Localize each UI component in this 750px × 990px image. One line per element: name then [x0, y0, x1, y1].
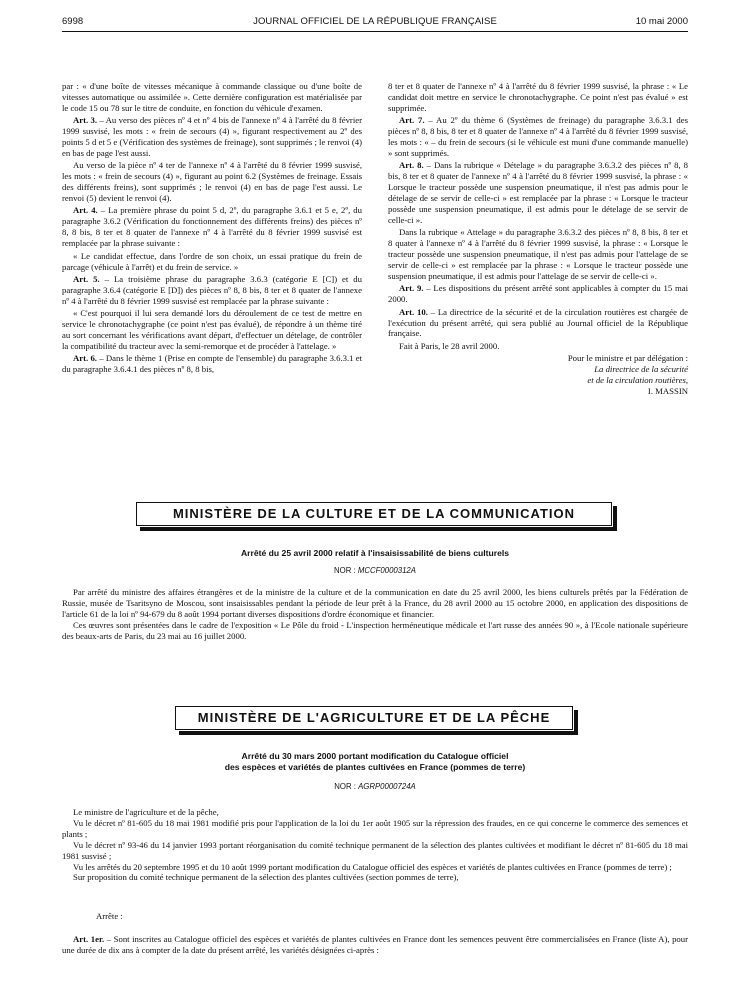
right-column [388, 81, 688, 398]
paragraph [62, 251, 362, 273]
decree-title: Arrêté du 25 avril 2000 relatif à l'insaisissabilité de biens culturels [240, 548, 510, 558]
paragraph [62, 81, 362, 114]
paragraph [388, 115, 688, 159]
paragraph: Ces œuvres sont présentées dans le cadre de l'exposition « Le Pôle du froid - L'inspection herméneutique médicale et l'art russe des années 90 », à l'Ecole nationale supérieure des beaux-arts de Paris, du 23 mai au 16 juillet 2000. [62, 619, 688, 641]
paragraph-text: – La directrice de la sécurité et de la circulation routières est chargée de l'exécution du présent arrêté, qui sera publié au Journal officiel de la République française. [388, 306, 688, 339]
paragraph [388, 283, 688, 305]
ministry-title: MINISTÈRE DE L'AGRICULTURE ET DE LA PÊCHE [197, 710, 551, 725]
journal-title: JOURNAL OFFICIEL DE LA RÉPUBLIQUE FRANÇAISE [253, 16, 497, 27]
article-label: Art. 1er. [73, 934, 105, 944]
section-body-agriculture [62, 807, 688, 883]
paragraph-text: par : « d'une boîte de vitesses mécanique à commande classique ou d'une boîte de vitesses automatique ou assimilée ». Cette dernière configuration est matérialisée par le code 15 ou 78 sur le titre de conduite, en fonction du véhicule d'examen. [62, 81, 362, 113]
signature-line: et de la circulation routières, [587, 375, 688, 386]
paragraph: Le ministre de l'agriculture et de la pêche, [73, 807, 219, 817]
paragraph [62, 205, 362, 249]
article-label: Art. 3. [73, 115, 98, 126]
signature-block [388, 353, 688, 397]
paragraph-text: « C'est pourquoi il lui sera demandé lors du déroulement de ce test de mettre en service le chronotachygraphe (ce point n'est pas évalué), de répondre à un thème tiré au sort concernant les vérifications avant départ, d'effectuer un dételage, de contrôler la compatibilité du tracteur avec la semi-remorque et de procéder à l'attelage. » [62, 308, 362, 351]
paragraph-text: – Au verso des pièces nº 4 et nº 4 bis de l'annexe nº 4 à l'arrêté du 8 février 1999 susvisé, les mots : « frein de secours (4) », figurant respectivement au 2º des points 5 d et 5 e (Vérification des systèmes de freinage), sont supprimés ; le renvoi (4) en bas de page l'est aussi. [62, 115, 362, 158]
paragraph: Sur proposition du comité technique permanent de la sélection des plantes cultivées (section pommes de terre), [73, 872, 459, 883]
page-header [62, 16, 688, 30]
section-body-culture [62, 587, 688, 642]
ministry-box-culture [136, 502, 612, 526]
paragraph [388, 81, 688, 114]
arrete-text: Arrête : [96, 911, 123, 921]
paragraph [62, 160, 362, 204]
paragraph [62, 308, 362, 352]
paragraph: Par arrêté du ministre des affaires étrangères et de la ministre de la culture et de la communication en date du 25 avril 2000, les biens culturels prêtés par la Fédération de Russie, musée de Tsaritsyno de Moscou, sont insaisissables pendant la période de leur prêt à la France, du 28 avril 2000 au 15 octobre 2000, en application des dispositions de l'article 61 de la loi nº 94-679 du 8 août 1994 portant diverses dispositions d'ordre économique et financier. [62, 587, 688, 619]
paragraph-text: – La troisième phrase du paragraphe 3.6.3 (catégorie E [C]) et du paragraphe 3.6.4 (catégorie E [D]) des pièces nº 8, 8 bis, 8 ter et 8 quater de l'annexe nº 4 à l'arrêté du 8 février 1999 susvisé est remplacée par la phrase suivante : [62, 273, 362, 306]
paragraph [388, 227, 688, 282]
paragraph-text: – La première phrase du point 5 d, 2º, du paragraphe 3.6.1 et 5 e, 2º, du paragraphe 3.6.2 (Vérification du fonctionnement des différents freins) des pièces nº 8, 8 bis, 8 ter et 8 quater de l'annexe nº 4 à l'arrêté du 8 février 1999 susvisé est remplacée par la phrase suivante : [62, 205, 362, 249]
article-label: Art. 8. [399, 160, 424, 171]
article-1 [62, 934, 688, 956]
paragraph-text: 8 ter et 8 quater de l'annexe nº 4 à l'arrêté du 8 février 1999 susvisé, la phrase : « Le candidat doit mettre en service le chronotachygraphe. Ce point n'est pas évalué » est supprimée. [388, 81, 688, 113]
page-number: 6998 [62, 16, 84, 27]
paragraph [388, 341, 688, 352]
article-label: Art. 6. [73, 353, 97, 364]
ministry-box-agriculture [175, 706, 573, 730]
paragraph [62, 274, 362, 307]
article-label: Art. 7. [399, 115, 425, 126]
paragraph-text: – Au 2º du thème 6 (Systèmes de freinage) du paragraphe 3.6.3.1 des pièces nº 8, 8 bis, 8 ter et 8 quater de l'annexe nº 4 à l'arrêté du 8 février 1999 susvisé, les mots : « – du frein de secours (si le véhicule est muni d'une commande manuelle) » sont supprimés. [388, 115, 689, 158]
decree-title-line: des espèces et variétés de plantes cultivées en France (pommes de terre) [224, 762, 526, 772]
paragraph: Vu le décret nº 93-46 du 14 janvier 1993 portant réorganisation du comité technique permanent de la sélection des plantes cultivées et modifiant le décret nº 81-605 du 18 mai 1981 susvisé ; [62, 839, 688, 861]
article-label: Art. 9. [399, 283, 424, 294]
paragraph-text: – Dans le thème 1 (Prise en compte de l'ensemble) du paragraphe 3.6.3.1 et du paragraphe 3.6.4.1 des pièces nº 8, 8 bis, [62, 353, 363, 375]
signature-line: Pour le ministre et par délégation : [567, 353, 688, 364]
paragraph [388, 307, 688, 340]
paragraph [62, 115, 362, 159]
left-column [62, 81, 362, 377]
article-label: Art. 10. [399, 306, 428, 317]
nor-reference [62, 566, 688, 575]
nor-label: NOR : [334, 782, 359, 791]
nor-reference [62, 782, 688, 791]
article-label: Art. 5. [73, 273, 100, 284]
decree-title-line: Arrêté du 30 mars 2000 portant modification du Catalogue officiel [241, 751, 509, 761]
nor-code: AGRP0000724A [358, 782, 416, 791]
paragraph [388, 160, 688, 225]
nor-code: MCCF0000312A [357, 566, 416, 575]
paragraph-text: Fait à Paris, le 28 avril 2000. [399, 340, 500, 351]
decree-title [62, 751, 688, 773]
signature-line: La directrice de la sécurité [594, 364, 688, 375]
paragraph-text: – Les dispositions du présent arrêté sont applicables à compter du 15 mai 2000. [388, 283, 688, 305]
article-label: Art. 4. [73, 205, 98, 216]
signature-name: I. MASSIN [647, 385, 688, 396]
paragraph [62, 353, 362, 375]
paragraph: Vu les arrêtés du 20 septembre 1995 et du 10 août 1999 portant modification du Catalogue officiel des espèces et variétés de plantes cultivées en France (pommes de terre) ; [73, 861, 672, 872]
paragraph-text: « Le candidat effectue, dans l'ordre de son choix, un essai pratique du frein de parcage (véhicule à l'arrêt) et du frein de service. » [62, 250, 362, 272]
paragraph-text: Au verso de la pièce nº 4 ter de l'annexe nº 4 à l'arrêté du 8 février 1999 susvisé, les mots : « frein de secours (4) », figurant au point 6.2 (Systèmes de freinage. Essais des différents freins), sont supprimés ; le renvoi (4) en bas de page l'est aussi. Le renvoi (5) devient le renvoi (4). [62, 160, 362, 204]
article-paragraph [62, 934, 688, 956]
ministry-title: MINISTÈRE DE LA CULTURE ET DE LA COMMUNICATION [172, 506, 576, 521]
paragraph-text: – Dans la rubrique « Dételage » du paragraphe 3.6.3.2 des pièces nº 8, 8 bis, 8 ter et 8 quater de l'annexe nº 4 à l'arrêté du 8 février 1999 susvisé, la phrase : « Lorsque le tracteur possède une suspension pneumatique, il n'est pas admis pour le dételage de se servir de celle-ci » est remplacée par la phrase : « Lorsque le tracteur possède une suspension pneumatique, il est admis pour le dételage de se servir de celle-ci ». [388, 160, 688, 225]
issue-date: 10 mai 2000 [635, 16, 688, 27]
paragraph-text: Dans la rubrique « Attelage » du paragraphe 3.6.3.2 des pièces nº 8, 8 bis, 8 ter et 8 quater à l'annexe nº 4 à l'arrêté du 8 février 1999 susvisé, la phrase : « Lorsque le tracteur possède une suspension pneumatique, il n'est pas admis pour l'attelage de se servir de celle-ci » est remplacée par la phrase : « Lorsque le tracteur possède une suspension pneumatique, il est admis pour l'attelage de se servir de celle-ci ». [388, 227, 688, 281]
article-text: – Sont inscrites au Catalogue officiel des espèces et variétés de plantes cultivées en France dont les semences peuvent être commercialisées en France (liste A), pour une durée de dix ans à compter de la date du présent arrêté, les variétés désignées ci-après : [62, 934, 688, 955]
paragraph: Vu le décret nº 81-605 du 18 mai 1981 modifié pris pour l'application de la loi du 1er août 1905 sur la répression des fraudes, en ce qui concerne le commerce des semences et plants ; [62, 817, 688, 839]
nor-label: NOR : [334, 566, 358, 575]
arrete-line [62, 911, 688, 922]
header-rule [62, 31, 688, 32]
